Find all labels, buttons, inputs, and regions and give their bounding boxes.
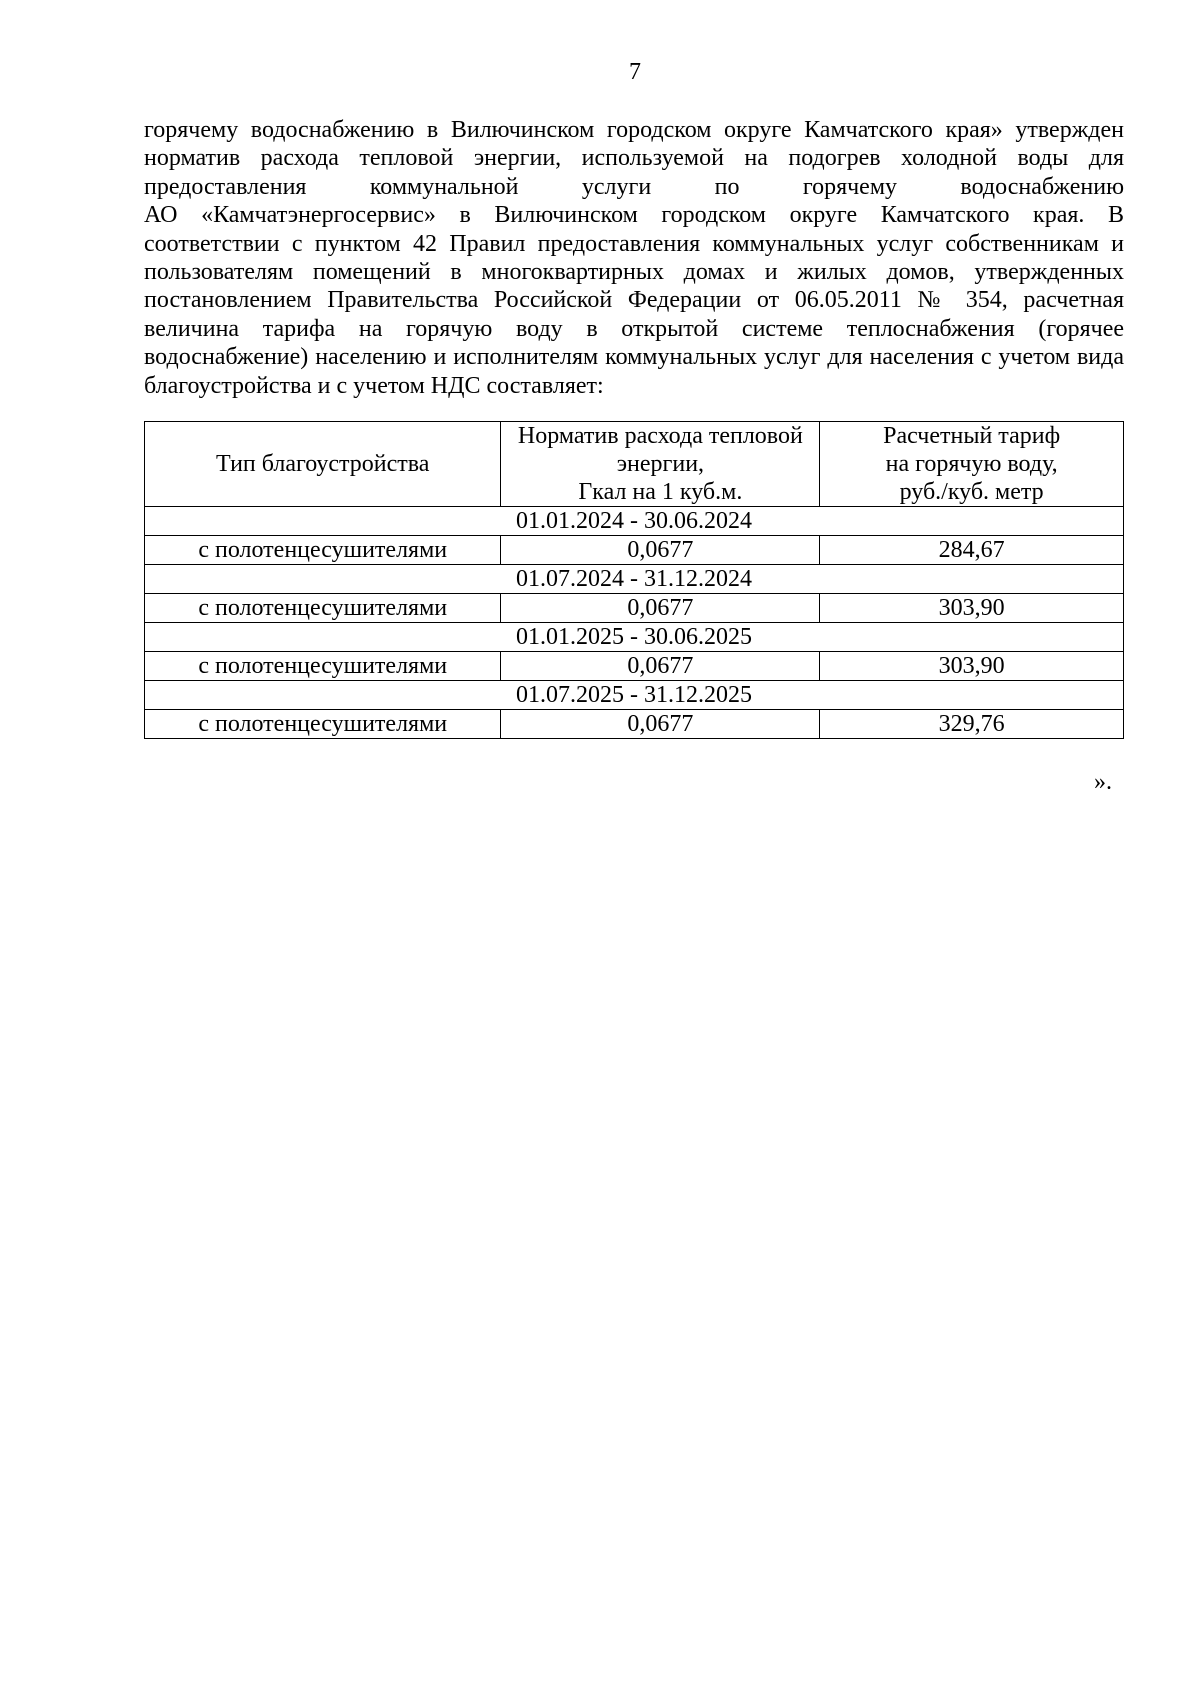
period-row [145, 565, 1124, 594]
page-number: 7 [629, 59, 641, 85]
header-heat-norm-line: Гкал на 1 куб.м. [578, 479, 743, 505]
header-amenity-type: Тип благоустройства [145, 422, 501, 507]
table-row [145, 710, 1124, 739]
tariff-table [144, 421, 1124, 739]
period-cell: 01.01.2024 - 30.06.2024 [145, 507, 1124, 536]
period-cell: 01.01.2025 - 30.06.2025 [145, 623, 1124, 652]
tariff-cell: 303,90 [820, 652, 1124, 681]
header-tariff-line: на горячую воду, [885, 451, 1058, 477]
heat-norm-cell: 0,0677 [501, 594, 820, 623]
header-tariff-line: руб./куб. метр [899, 479, 1044, 505]
table-header-row [145, 422, 1124, 507]
amenity-type-cell: с полотенцесушителями [145, 652, 501, 681]
header-tariff-line: Расчетный тариф [883, 423, 1061, 449]
paragraph-line: водоснабжение) населению и исполнителям коммунальных услуг для населения с учетом вида [144, 344, 1124, 371]
paragraph-line: горячему водоснабжению в Вилючинском городском округе Камчатского края» утвержден [144, 117, 1124, 143]
paragraph-line: постановлением Правительства Российской Федерации от 06.05.2011 № 354, расчетная [144, 287, 1124, 314]
heat-norm-cell: 0,0677 [501, 536, 820, 565]
paragraph-line: предоставления коммунальной услуги по горячему водоснабжению [144, 173, 1124, 200]
heat-norm-cell: 0,0677 [501, 652, 820, 681]
tariff-cell: 303,90 [820, 594, 1124, 623]
amenity-type-cell: с полотенцесушителями [145, 710, 501, 739]
closing-quote: ». [1094, 769, 1112, 795]
tariff-cell: 284,67 [820, 536, 1124, 565]
paragraph-line: норматив расхода тепловой энергии, используемой на подогрев холодной воды для [144, 145, 1124, 172]
tariff-cell: 329,76 [820, 710, 1124, 739]
period-row [145, 681, 1124, 710]
table-row [145, 594, 1124, 623]
body-paragraph [144, 116, 1124, 400]
period-row [145, 507, 1124, 536]
period-row [145, 623, 1124, 652]
paragraph-line: АО «Камчатэнергосервис» в Вилючинском городском округе Камчатского края. В [144, 202, 1124, 229]
heat-norm-cell: 0,0677 [501, 710, 820, 739]
paragraph-line: пользователям помещений в многоквартирных домах и жилых домов, утвержденных [144, 259, 1124, 286]
paragraph-line: величина тарифа на горячую воду в открытой системе теплоснабжения (горячее [144, 315, 1124, 342]
header-heat-norm [501, 422, 820, 507]
paragraph-line: соответствии с пунктом 42 Правил предоставления коммунальных услуг собственникам и [144, 230, 1124, 257]
header-tariff [820, 422, 1124, 507]
table-row [145, 652, 1124, 681]
amenity-type-cell: с полотенцесушителями [145, 536, 501, 565]
header-heat-norm-line: энергии, [616, 451, 705, 477]
period-cell: 01.07.2024 - 31.12.2024 [145, 565, 1124, 594]
paragraph-line: благоустройства и с учетом НДС составляет: [144, 372, 604, 399]
table-row [145, 536, 1124, 565]
period-cell: 01.07.2025 - 31.12.2025 [145, 681, 1124, 710]
header-heat-norm-line: Норматив расхода тепловой [517, 423, 803, 449]
amenity-type-cell: с полотенцесушителями [145, 594, 501, 623]
